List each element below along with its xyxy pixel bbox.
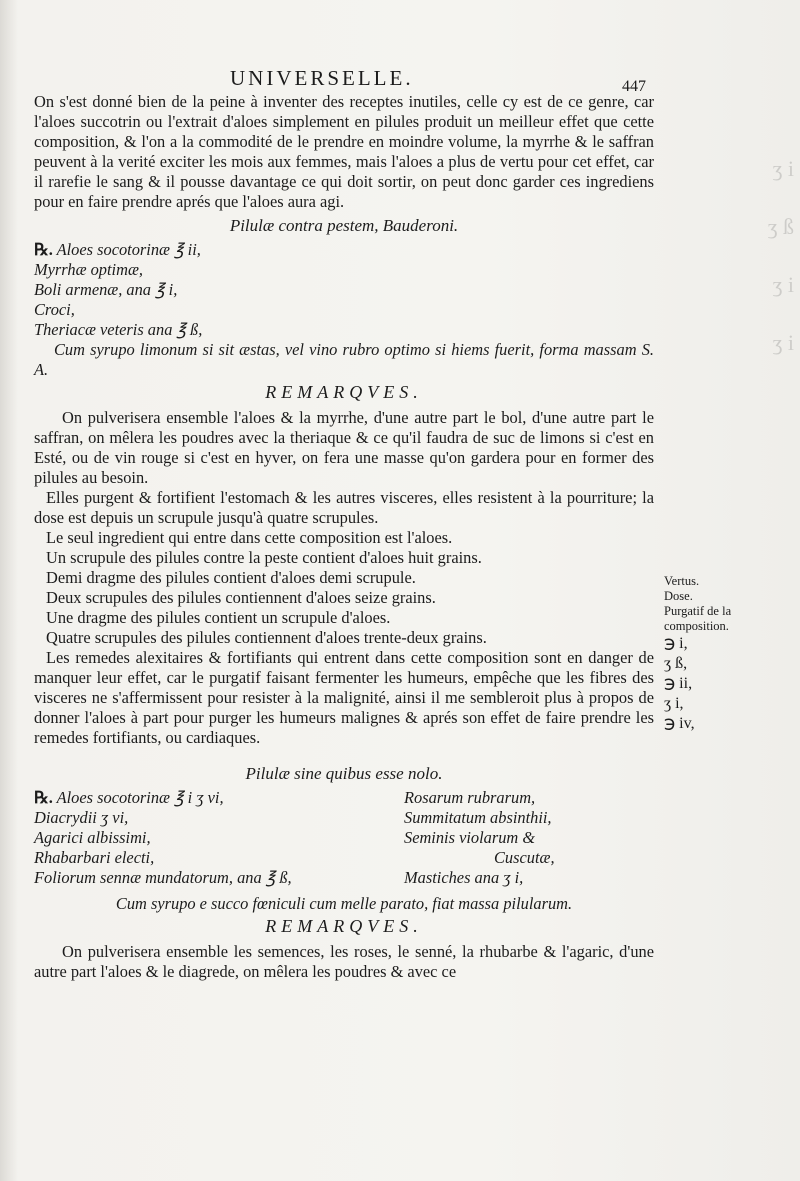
ingredient-line: Cuscutæ, <box>494 848 555 867</box>
ingredients-right-column <box>404 788 654 888</box>
dose-line: Deux scrupules des pilules contiennent d'aloes seize grains. <box>46 588 436 607</box>
dose-line: Quatre scrupules des pilules contiennent d'aloes trente-deux grains. <box>46 628 487 647</box>
bleed-through-glyph: ʒ i <box>772 330 794 355</box>
bleed-through-glyph: ʒ i <box>772 156 794 181</box>
recipe-icon: ℞. <box>34 240 53 259</box>
section-heading: REMARQVES. <box>265 382 423 402</box>
ingredient-line: Rhabarbari electi, <box>34 848 155 867</box>
ingredient-line: Theriacæ veteris ana ℥ ß, <box>34 320 203 339</box>
dose-line: Le seul ingredient qui entre dans cette composition est l'aloes. <box>46 528 453 547</box>
dose-line: Un scrupule des pilules contre la peste contient d'aloes huit grains. <box>46 548 482 567</box>
bleed-through-glyph: ʒ ß <box>767 214 794 239</box>
margin-note-vertus: Vertus. <box>664 574 700 588</box>
ingredient-line: Seminis violarum & <box>404 828 536 847</box>
dose-list <box>34 528 654 648</box>
margin-notes <box>664 574 784 734</box>
formula-title: Pilulæ contra pestem, Bauderoni. <box>229 216 459 235</box>
intro-paragraph: On s'est donné bien de la peine à inventer des receptes inutiles, celle cy est de ce genre, car l'aloes succotrin ou l'extrait d'aloes simplement en pilules produit un meilleur effet que cette composition, & l'on a la commodité de le prendre en moindre volume, la myrrhe & le saffran peuvent à la verité exciter les mois aux femmes, mais l'aloes a plus de vertu pour cet effet, car il rarefie le sang & il pousse davantage ce qui doit sortir, on peut donc garder ces ingrediens pour en faire prendre aprés que l'aloes aura agi. <box>34 92 654 211</box>
ingredient-line: ℞. Aloes socotorinæ ℥ ii, <box>34 240 201 259</box>
margin-dose-symbol: ℈ i, <box>664 635 688 652</box>
bleed-through-text <box>734 140 794 372</box>
ingredient-line: Mastiches ana ʒ i, <box>404 868 524 887</box>
ingredient-line: Boli armenæ, ana ℥ i, <box>34 280 178 299</box>
ingredient-line: Croci, <box>34 300 75 319</box>
ingredient-line: Diacrydii ʒ vi, <box>34 808 129 827</box>
margin-dose-symbol: ʒ ß, <box>664 655 688 672</box>
ingredients-left-column <box>34 788 394 888</box>
ingredient-line: Foliorum sennæ mundatorum, ana ℥ ß, <box>34 868 292 887</box>
section-heading: REMARQVES. <box>265 916 423 936</box>
formula-instruction: Cum syrupo limonum si sit æstas, vel vino rubro optimo si hiems fuerit, forma massam S. A. <box>34 340 654 379</box>
main-text <box>34 92 654 982</box>
ingredient-line: Myrrhæ optimæ, <box>34 260 143 279</box>
commentary-paragraph: Les remedes alexitaires & fortifiants qui entrent dans cette composition sont en danger de manquer leur effet, car le purgatif faisant fermenter les humeurs, empêche que les fibres des visceres ne s'affermissent pour resister à la malignité, ainsi il me sembleroit plus à propos de donner l'aloes à part pour purger les humeurs malignes & aprés son effet de faire prendre les remedes fortifiants, ou cardiaques. <box>34 648 654 747</box>
formula-title: Pilulæ sine quibus esse nolo. <box>245 764 443 783</box>
margin-dose-symbol: ℈ iv, <box>664 715 695 732</box>
ingredient-line: ℞. Aloes socotorinæ ℥ i ʒ vi, <box>34 788 224 807</box>
formula-instruction: Cum syrupo e succo fœniculi cum melle parato, fiat massa pilularum. <box>115 894 573 913</box>
margin-note-purgatif: Purgatif de la composition. <box>664 604 732 633</box>
preparation-paragraph: On pulverisera ensemble les semences, les roses, le senné, la rhubarbe & l'agaric, d'une autre part l'aloes & le diagrede, on mêlera les poudres & avec ce <box>34 942 654 981</box>
ingredient-line: Agarici albissimi, <box>34 828 151 847</box>
formula-ingredients-columns <box>34 788 654 888</box>
formula-ingredients <box>34 240 654 340</box>
margin-dose-symbol: ℈ ii, <box>664 675 693 692</box>
ingredient-line: Summitatum absinthii, <box>404 808 552 827</box>
ingredient-line: Rosarum rubrarum, <box>404 788 536 807</box>
margin-note-dose: Dose. <box>664 589 693 603</box>
page-number: 447 <box>622 78 646 95</box>
margin-dose-symbol: ʒ i, <box>664 695 684 712</box>
recipe-icon: ℞. <box>34 788 53 807</box>
dose-line: Demi dragme des pilules contient d'aloes demi scrupule. <box>46 568 416 587</box>
preparation-paragraph: On pulverisera ensemble l'aloes & la myrrhe, d'une autre part le bol, d'une autre part le saffran, on mêlera les poudres avec la theriaque & ce qu'il faudra de suc de limons si c'est en Esté, ou de vin rouge si c'est en hyver, on fera une masse qu'on gardera pour en former des pilules au besoin. <box>34 408 654 487</box>
virtues-paragraph: Elles purgent & fortifient l'estomach & les autres visceres, elles resistent à la pourriture; la dose est depuis un scrupule jusqu'à quatre scrupules. <box>34 488 654 527</box>
running-head <box>0 66 800 95</box>
dose-line: Une dragme des pilules contient un scrupule d'aloes. <box>46 608 391 627</box>
running-title: UNIVERSELLE. <box>230 66 414 90</box>
bleed-through-glyph: ʒ i <box>772 272 794 297</box>
